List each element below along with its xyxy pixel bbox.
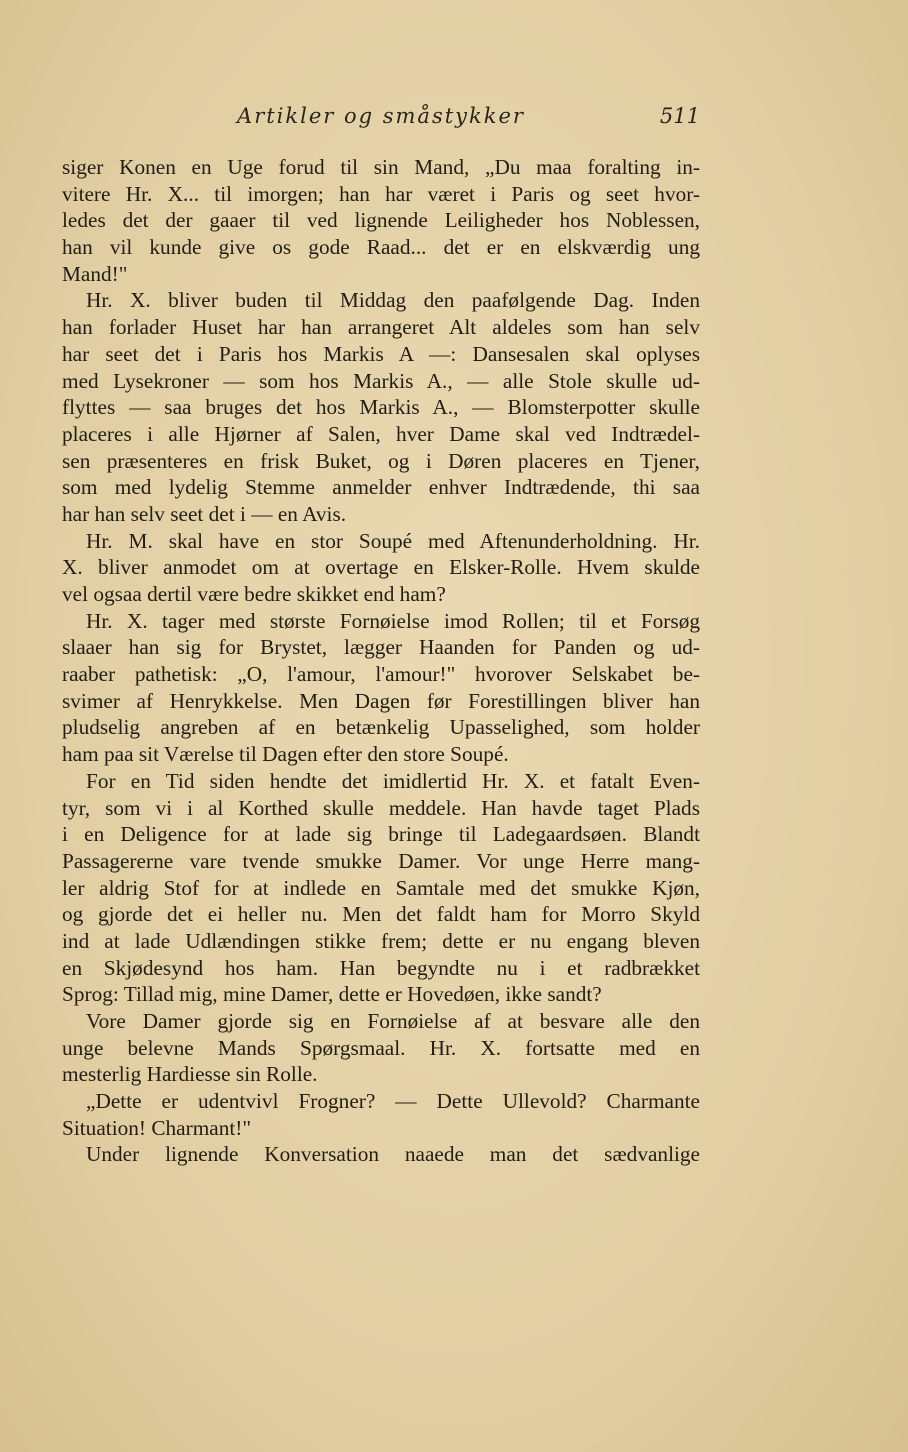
text-line: vitere Hr. X... til imorgen; han har været i Paris og seet hvor-: [62, 181, 700, 206]
text-line: unge belevne Mands Spørgsmaal. Hr. X. fortsatte med en: [62, 1035, 700, 1060]
text-line: ham paa sit Værelse til Dagen efter den store Soupé.: [62, 742, 509, 767]
text-line: i en Deligence for at lade sig bringe til Ladegaardsøen. Blandt: [62, 822, 700, 847]
running-title: Artikler og småstykker: [237, 104, 525, 128]
text-line: For en Tid siden hendte det imidlertid Hr. X. et fatalt Even-: [86, 768, 700, 793]
text-line: X. bliver anmodet om at overtage en Elsker-Rolle. Hvem skulde: [62, 555, 700, 580]
text-line: slaaer han sig for Brystet, lægger Haanden for Panden og ud-: [62, 635, 700, 660]
text-line: Passagererne vare tvende smukke Damer. Vor unge Herre mang-: [62, 848, 700, 873]
text-line: Hr. X. tager med største Fornøielse imod Rollen; til et Forsøg: [86, 608, 700, 633]
text-line: placeres i alle Hjørner af Salen, hver Dame skal ved Indtrædel-: [62, 421, 700, 446]
text-line: tyr, som vi i al Korthed skulle meddele. Han havde taget Plads: [62, 795, 700, 820]
text-line: og gjorde det ei heller nu. Men det faldt ham for Morro Skyld: [62, 902, 700, 927]
text-line: ler aldrig Stof for at indlede en Samtale med det smukke Kjøn,: [62, 875, 700, 900]
text-line: som med lydelig Stemme anmelder enhver Indtrædende, thi saa: [62, 475, 700, 500]
text-line: pludselig angreben af en betænkelig Upasselighed, som holder: [62, 715, 700, 740]
text-line: mesterlig Hardiesse sin Rolle.: [62, 1062, 318, 1087]
text-line: Hr. X. bliver buden til Middag den paafølgende Dag. Inden: [86, 288, 700, 313]
text-line: ledes det der gaaer til ved lignende Leiligheder hos Noblessen,: [62, 208, 700, 233]
text-line: vel ogsaa dertil være bedre skikket end ham?: [62, 582, 446, 606]
text-line: siger Konen en Uge forud til sin Mand, „Du maa foralting in-: [62, 155, 700, 179]
running-header: [62, 98, 700, 134]
text-line: ind at lade Udlændingen stikke frem; dette er nu engang bleven: [62, 928, 700, 953]
text-line: Under lignende Konversation naaede man det sædvanlige: [86, 1142, 700, 1167]
text-line: har han selv seet det i — en Avis.: [62, 501, 347, 526]
text-line: han forlader Huset har han arrangeret Alt aldeles som han selv: [62, 315, 700, 340]
text-line: Hr. M. skal have en stor Soupé med Aftenunderholdning. Hr.: [86, 528, 700, 553]
text-line: raaber pathetisk: „O, l'amour, l'amour!" hvorover Selskabet be-: [62, 662, 700, 687]
text-line: Mand!": [62, 261, 128, 286]
text-line: med Lysekroner — som hos Markis A., — alle Stole skulle ud-: [62, 368, 700, 393]
text-line: Situation! Charmant!": [62, 1115, 252, 1140]
text-line: har seet det i Paris hos Markis A —: Dansesalen skal oplyses: [62, 341, 700, 366]
text-line: Sprog: Tillad mig, mine Damer, dette er Hovedøen, ikke sandt?: [62, 982, 602, 1007]
text-line: Vore Damer gjorde sig en Fornøielse af at besvare alle den: [86, 1009, 700, 1033]
text-line: „Dette er udentvivl Frogner? — Dette Ullevold? Charmante: [86, 1089, 700, 1114]
text-line: svimer af Henrykkelse. Men Dagen før Forestillingen bliver han: [62, 688, 700, 713]
text-line: en Skjødesynd hos ham. Han begyndte nu i et radbrækket: [62, 955, 700, 980]
text-line: sen præsenteres en frisk Buket, og i Døren placeres en Tjener,: [62, 448, 700, 473]
body-text: [62, 154, 700, 1168]
page-number: 511: [659, 104, 700, 128]
text-line: flyttes — saa bruges det hos Markis A., — Blomsterpotter skulle: [62, 395, 700, 420]
text-line: han vil kunde give os gode Raad... det er en elskværdig ung: [62, 235, 700, 260]
